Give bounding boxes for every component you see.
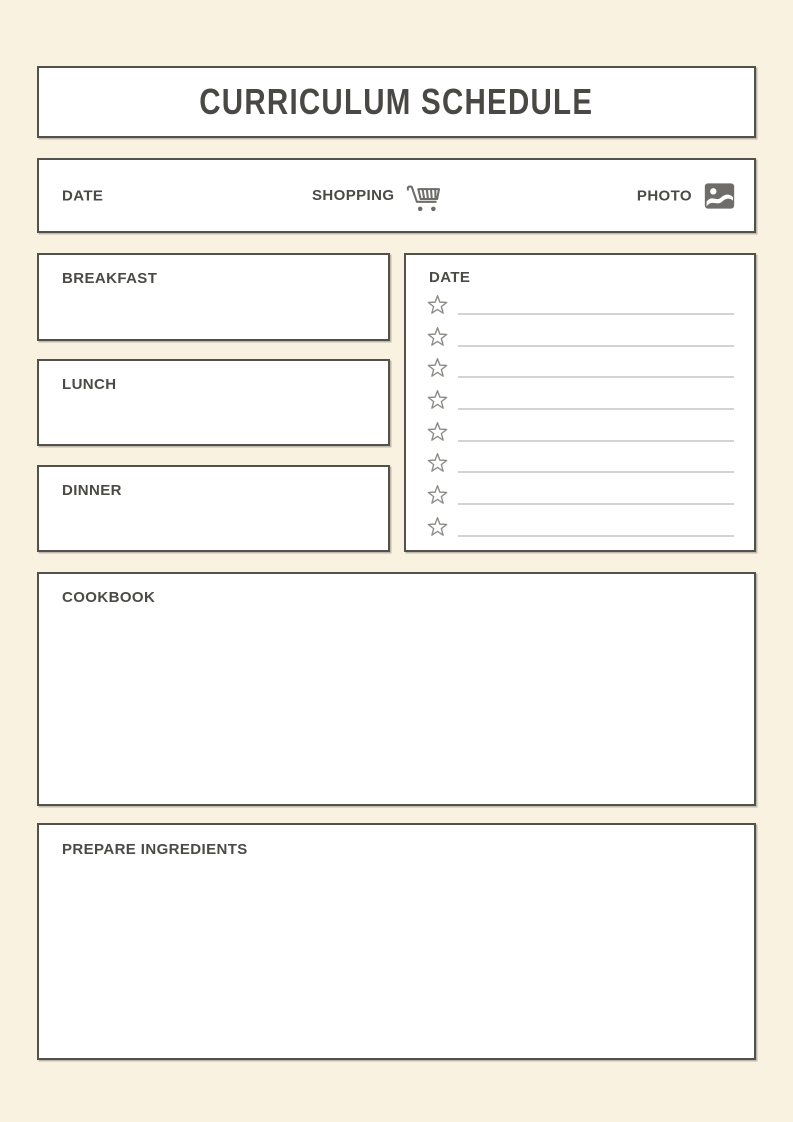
entry-line xyxy=(458,345,734,347)
star-icon xyxy=(427,294,448,315)
date-entry-row xyxy=(427,326,734,358)
photo-field xyxy=(637,182,735,209)
date-entry-row xyxy=(427,516,734,548)
star-icon xyxy=(427,484,448,505)
entry-line xyxy=(458,408,734,410)
date-entry-row xyxy=(427,389,734,421)
prepare-ingredients-label: PREPARE INGREDIENTS xyxy=(62,841,248,858)
breakfast-box xyxy=(37,253,390,341)
date-entry-row xyxy=(427,357,734,389)
star-icon xyxy=(427,421,448,442)
star-icon xyxy=(427,357,448,378)
entry-line xyxy=(458,376,734,378)
lunch-box xyxy=(37,359,390,446)
dinner-box xyxy=(37,465,390,552)
star-icon xyxy=(427,389,448,410)
cookbook-label: COOKBOOK xyxy=(62,589,156,606)
shopping-field xyxy=(312,180,442,212)
date-entry-row xyxy=(427,452,734,484)
lunch-label: LUNCH xyxy=(62,376,117,393)
date-field-label: DATE xyxy=(62,187,104,204)
date-entry-row xyxy=(427,294,734,326)
date-list-box xyxy=(404,253,756,552)
photo-icon xyxy=(704,182,735,209)
entry-line xyxy=(458,503,734,505)
shopping-label: SHOPPING xyxy=(312,187,395,204)
star-icon xyxy=(427,326,448,347)
photo-label: PHOTO xyxy=(636,187,692,204)
info-bar xyxy=(37,158,756,233)
entry-line xyxy=(458,471,734,473)
shopping-cart-icon xyxy=(404,183,442,215)
date-list-label: DATE xyxy=(429,269,471,286)
cookbook-box xyxy=(37,572,756,806)
entry-line xyxy=(458,535,734,537)
date-entry-rows xyxy=(427,294,734,548)
entry-line xyxy=(458,440,734,442)
breakfast-label: BREAKFAST xyxy=(62,270,158,287)
date-entry-row xyxy=(427,421,734,453)
star-icon xyxy=(427,452,448,473)
dinner-label: DINNER xyxy=(62,482,122,499)
prepare-ingredients-box xyxy=(37,823,756,1060)
entry-line xyxy=(458,313,734,315)
star-icon xyxy=(427,516,448,537)
title-box xyxy=(37,66,756,138)
page-title: CURRICULUM SCHEDULE xyxy=(199,81,594,122)
date-entry-row xyxy=(427,484,734,516)
